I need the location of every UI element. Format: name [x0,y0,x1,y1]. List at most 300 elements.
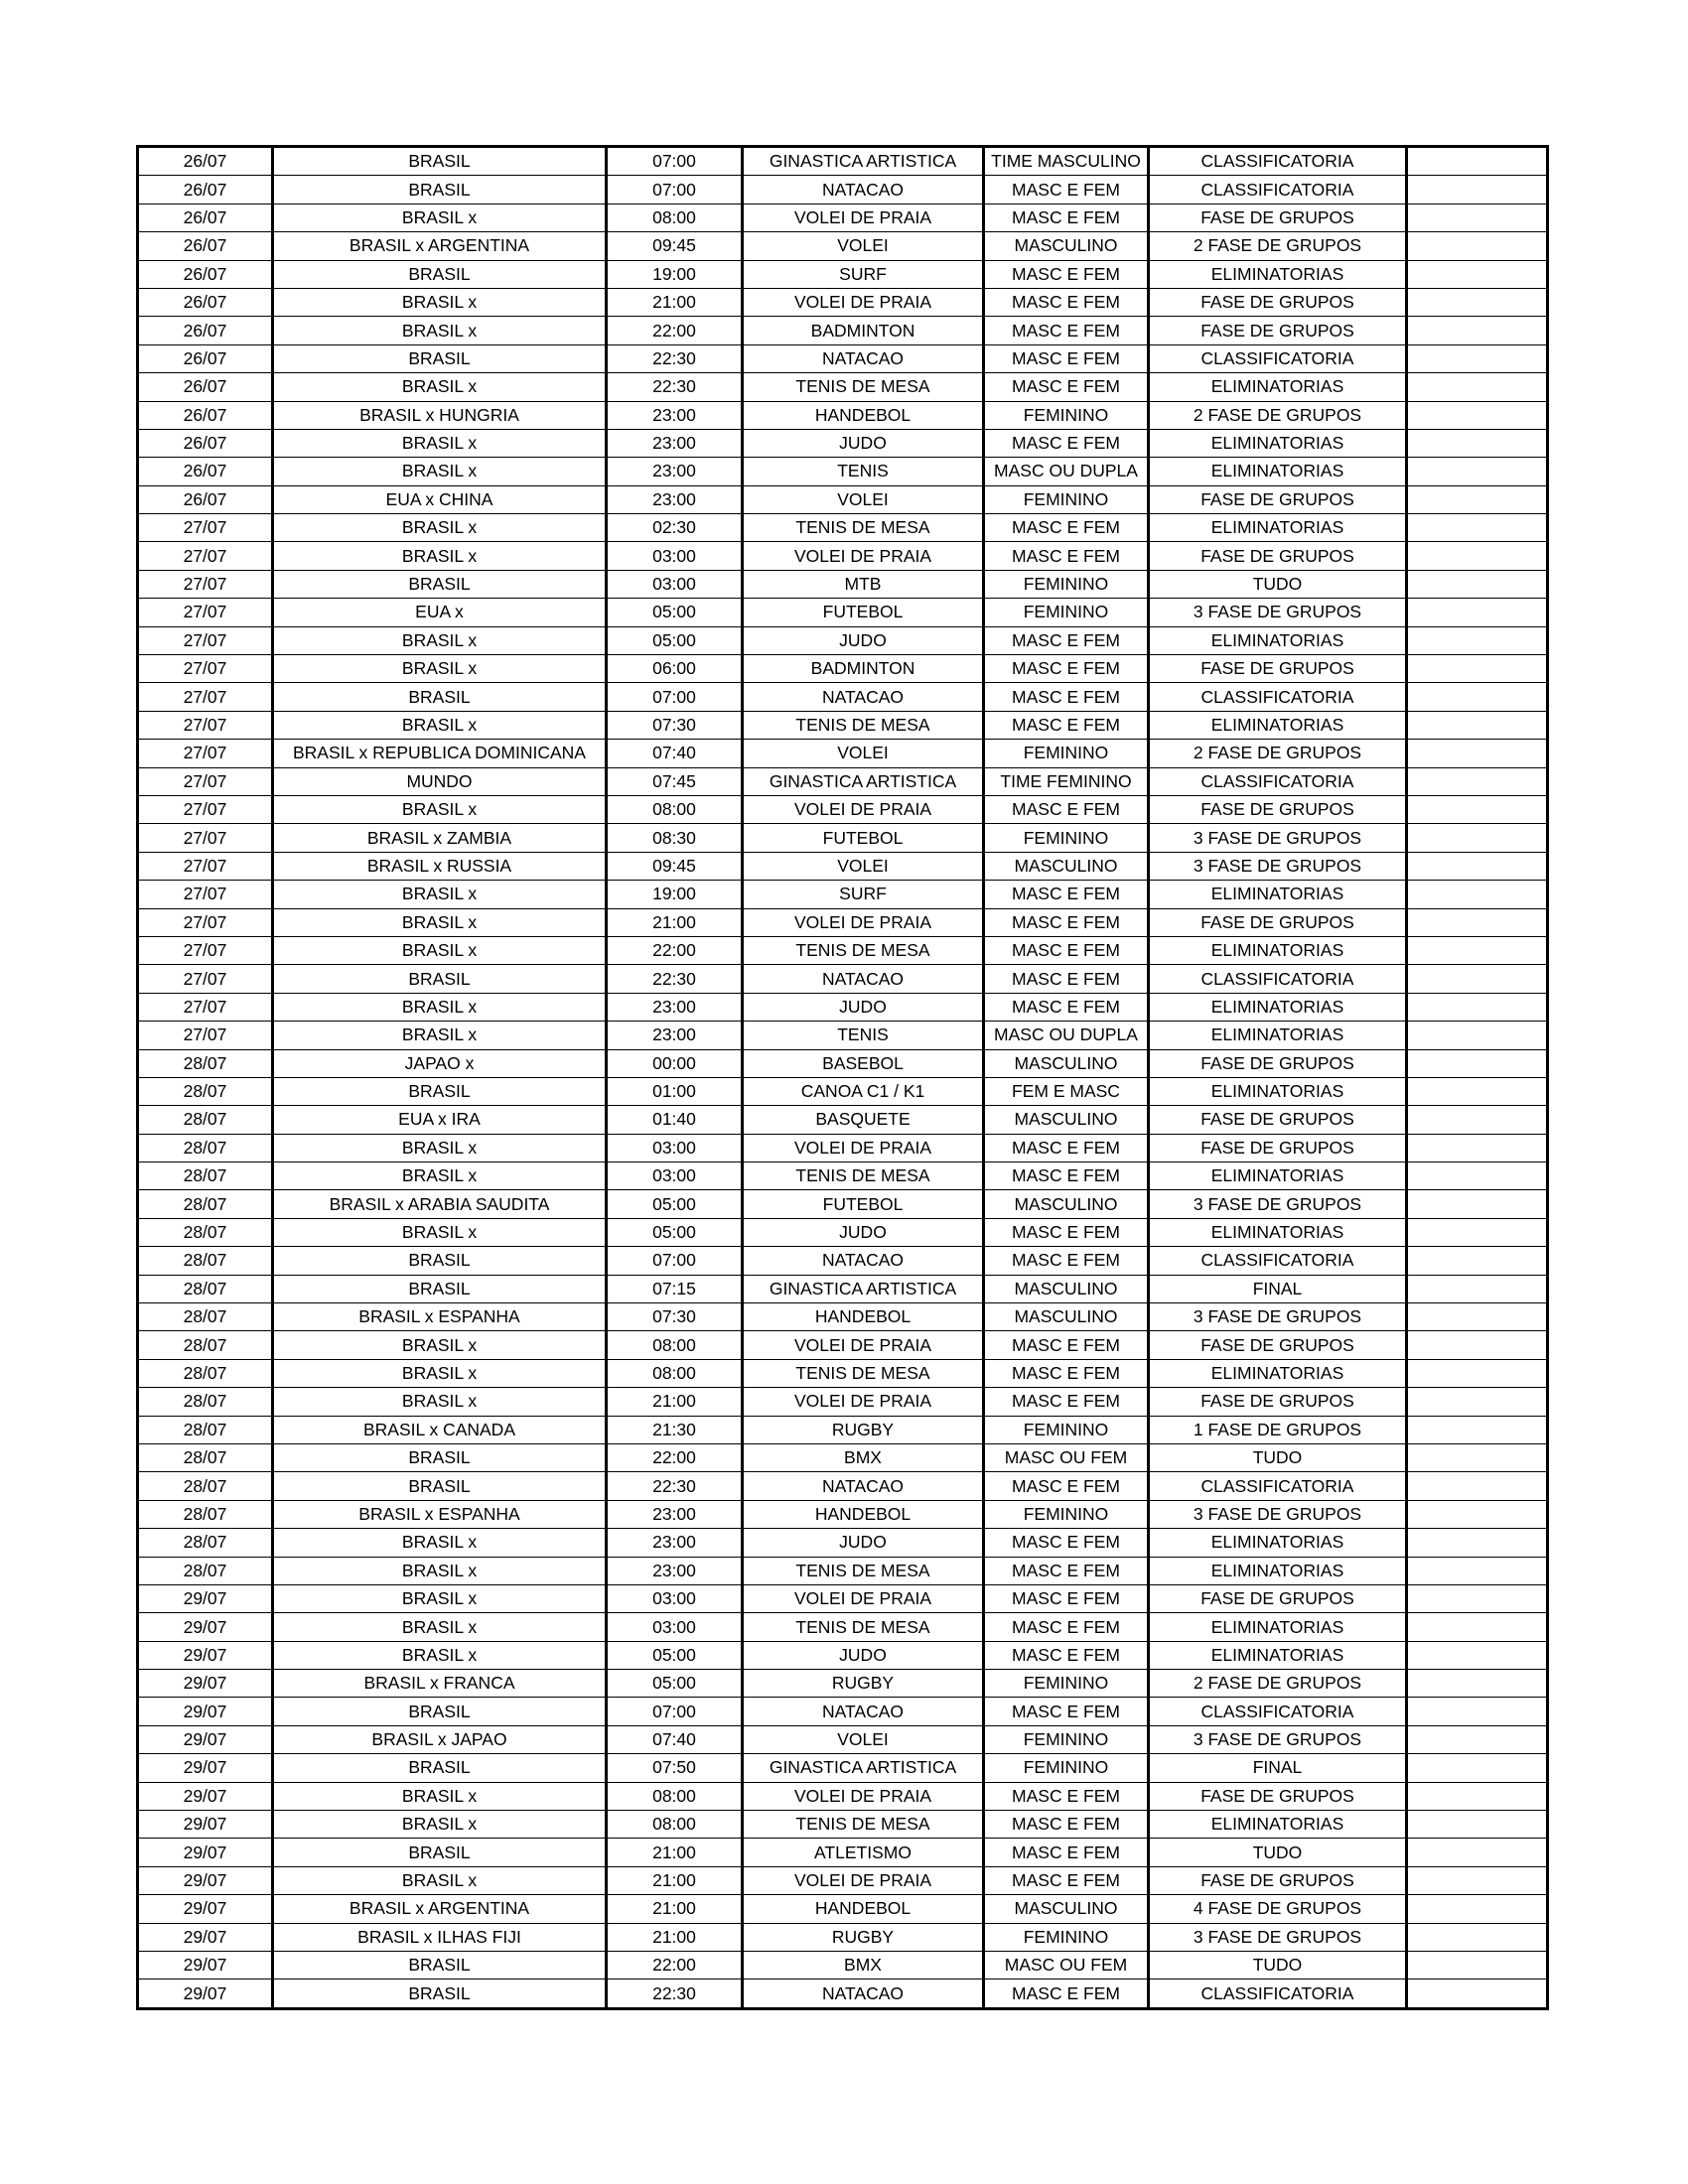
teams-cell: MUNDO [273,767,607,795]
time-cell: 03:00 [607,542,743,570]
category-cell: FEMININO [984,1670,1149,1698]
date-cell: 27/07 [138,599,273,626]
table-row [138,1331,1548,1359]
category-cell: MASC E FEM [984,1134,1149,1161]
date-cell: 27/07 [138,626,273,654]
phase-cell: TUDO [1149,570,1407,598]
teams-cell: BRASIL x ARABIA SAUDITA [273,1190,607,1218]
time-cell: 01:00 [607,1077,743,1105]
category-cell: FEMININO [984,740,1149,767]
notes-cell [1407,373,1548,401]
time-cell: 07:00 [607,1247,743,1275]
notes-cell [1407,1218,1548,1246]
category-cell: MASC E FEM [984,1359,1149,1387]
phase-cell: CLASSIFICATORIA [1149,1698,1407,1725]
phase-cell: 3 FASE DE GRUPOS [1149,824,1407,852]
category-cell: MASCULINO [984,1049,1149,1077]
notes-cell [1407,993,1548,1021]
phase-cell: CLASSIFICATORIA [1149,176,1407,204]
date-cell: 28/07 [138,1190,273,1218]
date-cell: 29/07 [138,1866,273,1894]
teams-cell: BRASIL x [273,1388,607,1416]
teams-cell: JAPAO x [273,1049,607,1077]
table-row [138,1359,1548,1387]
notes-cell [1407,599,1548,626]
teams-cell: BRASIL [273,1275,607,1302]
phase-cell: FASE DE GRUPOS [1149,542,1407,570]
teams-cell: BRASIL x [273,1134,607,1161]
category-cell: MASC E FEM [984,1613,1149,1641]
table-row [138,232,1548,260]
teams-cell: BRASIL [273,1247,607,1275]
phase-cell: TUDO [1149,1839,1407,1866]
teams-cell: BRASIL x ARGENTINA [273,1895,607,1923]
time-cell: 22:30 [607,373,743,401]
date-cell: 29/07 [138,1811,273,1839]
category-cell: MASC E FEM [984,1584,1149,1612]
phase-cell: FASE DE GRUPOS [1149,1331,1407,1359]
teams-cell: BRASIL [273,1979,607,2008]
phase-cell: CLASSIFICATORIA [1149,1979,1407,2008]
sport-cell: VOLEI DE PRAIA [743,1388,984,1416]
table-row [138,1613,1548,1641]
date-cell: 28/07 [138,1388,273,1416]
phase-cell: ELIMINATORIAS [1149,993,1407,1021]
table-row [138,965,1548,993]
notes-cell [1407,514,1548,542]
time-cell: 09:45 [607,852,743,880]
notes-cell [1407,1811,1548,1839]
teams-cell: BRASIL x CANADA [273,1416,607,1443]
sport-cell: JUDO [743,1529,984,1557]
category-cell: MASC E FEM [984,373,1149,401]
time-cell: 23:00 [607,401,743,429]
sport-cell: TENIS [743,458,984,485]
table-row [138,1134,1548,1161]
time-cell: 07:30 [607,711,743,739]
date-cell: 27/07 [138,767,273,795]
category-cell: MASC E FEM [984,626,1149,654]
teams-cell: BRASIL x JAPAO [273,1725,607,1753]
teams-cell: BRASIL x [273,1557,607,1584]
table-row [138,1698,1548,1725]
sport-cell: ATLETISMO [743,1839,984,1866]
table-row [138,908,1548,936]
sport-cell: TENIS DE MESA [743,1162,984,1190]
sport-cell: VOLEI DE PRAIA [743,204,984,231]
table-row [138,401,1548,429]
date-cell: 27/07 [138,881,273,908]
notes-cell [1407,1134,1548,1161]
date-cell: 26/07 [138,176,273,204]
teams-cell: BRASIL x ESPANHA [273,1500,607,1528]
date-cell: 29/07 [138,1895,273,1923]
notes-cell [1407,1557,1548,1584]
date-cell: 29/07 [138,1979,273,2008]
category-cell: MASC E FEM [984,1866,1149,1894]
time-cell: 07:00 [607,147,743,176]
category-cell: MASC E FEM [984,1388,1149,1416]
schedule-table [136,145,1549,2010]
sport-cell: VOLEI DE PRAIA [743,908,984,936]
date-cell: 26/07 [138,204,273,231]
sport-cell: SURF [743,881,984,908]
table-row [138,485,1548,513]
time-cell: 03:00 [607,1613,743,1641]
teams-cell: BRASIL x [273,936,607,964]
notes-cell [1407,1443,1548,1471]
date-cell: 29/07 [138,1725,273,1753]
phase-cell: 3 FASE DE GRUPOS [1149,1725,1407,1753]
sport-cell: BMX [743,1952,984,1979]
time-cell: 03:00 [607,1584,743,1612]
table-row [138,1416,1548,1443]
time-cell: 08:00 [607,204,743,231]
notes-cell [1407,1247,1548,1275]
date-cell: 29/07 [138,1782,273,1810]
date-cell: 29/07 [138,1952,273,1979]
sport-cell: NATACAO [743,1472,984,1500]
phase-cell: FASE DE GRUPOS [1149,795,1407,823]
sport-cell: HANDEBOL [743,1895,984,1923]
time-cell: 22:30 [607,1472,743,1500]
notes-cell [1407,740,1548,767]
notes-cell [1407,1022,1548,1049]
notes-cell [1407,232,1548,260]
time-cell: 08:00 [607,1782,743,1810]
category-cell: MASC E FEM [984,1529,1149,1557]
table-row [138,1923,1548,1951]
category-cell: MASC E FEM [984,993,1149,1021]
table-row [138,176,1548,204]
sport-cell: JUDO [743,993,984,1021]
phase-cell: CLASSIFICATORIA [1149,683,1407,711]
sport-cell: HANDEBOL [743,401,984,429]
time-cell: 23:00 [607,1557,743,1584]
time-cell: 21:00 [607,288,743,316]
table-row [138,1670,1548,1698]
category-cell: FEMININO [984,485,1149,513]
category-cell: MASCULINO [984,232,1149,260]
date-cell: 28/07 [138,1331,273,1359]
notes-cell [1407,683,1548,711]
time-cell: 23:00 [607,485,743,513]
sport-cell: FUTEBOL [743,599,984,626]
category-cell: MASCULINO [984,1190,1149,1218]
phase-cell: CLASSIFICATORIA [1149,965,1407,993]
teams-cell: BRASIL x RUSSIA [273,852,607,880]
sport-cell: VOLEI [743,740,984,767]
teams-cell: BRASIL [273,344,607,372]
category-cell: MASC E FEM [984,881,1149,908]
date-cell: 28/07 [138,1247,273,1275]
time-cell: 07:40 [607,740,743,767]
time-cell: 08:00 [607,795,743,823]
time-cell: 05:00 [607,599,743,626]
phase-cell: ELIMINATORIAS [1149,626,1407,654]
category-cell: MASC E FEM [984,1162,1149,1190]
phase-cell: FINAL [1149,1754,1407,1782]
date-cell: 29/07 [138,1754,273,1782]
teams-cell: BRASIL x ZAMBIA [273,824,607,852]
sport-cell: VOLEI DE PRAIA [743,1331,984,1359]
sport-cell: TENIS [743,1022,984,1049]
phase-cell: FASE DE GRUPOS [1149,1584,1407,1612]
time-cell: 01:40 [607,1106,743,1134]
phase-cell: 4 FASE DE GRUPOS [1149,1895,1407,1923]
sport-cell: RUGBY [743,1670,984,1698]
notes-cell [1407,1388,1548,1416]
notes-cell [1407,176,1548,204]
category-cell: FEMININO [984,1416,1149,1443]
teams-cell: EUA x IRA [273,1106,607,1134]
phase-cell: ELIMINATORIAS [1149,373,1407,401]
notes-cell [1407,1670,1548,1698]
notes-cell [1407,881,1548,908]
category-cell: MASC E FEM [984,1979,1149,2008]
sport-cell: RUGBY [743,1923,984,1951]
teams-cell: BRASIL x [273,458,607,485]
teams-cell: BRASIL x [273,542,607,570]
category-cell: MASCULINO [984,1895,1149,1923]
time-cell: 23:00 [607,458,743,485]
schedule-body [138,147,1548,2009]
teams-cell: BRASIL x [273,626,607,654]
time-cell: 08:00 [607,1811,743,1839]
phase-cell: CLASSIFICATORIA [1149,767,1407,795]
category-cell: MASC E FEM [984,965,1149,993]
teams-cell: BRASIL [273,965,607,993]
notes-cell [1407,965,1548,993]
teams-cell: BRASIL x [273,317,607,344]
time-cell: 22:30 [607,344,743,372]
date-cell: 26/07 [138,458,273,485]
table-row [138,1500,1548,1528]
phase-cell: FASE DE GRUPOS [1149,1049,1407,1077]
table-row [138,1077,1548,1105]
phase-cell: 3 FASE DE GRUPOS [1149,599,1407,626]
teams-cell: BRASIL x REPUBLICA DOMINICANA [273,740,607,767]
sport-cell: TENIS DE MESA [743,1557,984,1584]
sport-cell: BADMINTON [743,317,984,344]
table-row [138,1979,1548,2008]
time-cell: 08:30 [607,824,743,852]
time-cell: 21:00 [607,1388,743,1416]
phase-cell: FASE DE GRUPOS [1149,1134,1407,1161]
teams-cell: BRASIL x [273,908,607,936]
teams-cell: BRASIL [273,683,607,711]
teams-cell: BRASIL x [273,1613,607,1641]
time-cell: 06:00 [607,655,743,683]
table-row [138,542,1548,570]
category-cell: FEMININO [984,1923,1149,1951]
table-row [138,1895,1548,1923]
notes-cell [1407,824,1548,852]
notes-cell [1407,795,1548,823]
category-cell: MASC E FEM [984,288,1149,316]
notes-cell [1407,458,1548,485]
time-cell: 07:50 [607,1754,743,1782]
notes-cell [1407,1500,1548,1528]
time-cell: 21:00 [607,1895,743,1923]
phase-cell: ELIMINATORIAS [1149,936,1407,964]
phase-cell: TUDO [1149,1952,1407,1979]
category-cell: FEM E MASC [984,1077,1149,1105]
time-cell: 03:00 [607,1134,743,1161]
phase-cell: FASE DE GRUPOS [1149,655,1407,683]
time-cell: 05:00 [607,1641,743,1669]
table-row [138,1811,1548,1839]
phase-cell: FASE DE GRUPOS [1149,288,1407,316]
notes-cell [1407,317,1548,344]
teams-cell: EUA x CHINA [273,485,607,513]
phase-cell: 3 FASE DE GRUPOS [1149,1500,1407,1528]
teams-cell: BRASIL x [273,429,607,457]
date-cell: 28/07 [138,1557,273,1584]
phase-cell: FASE DE GRUPOS [1149,1866,1407,1894]
time-cell: 21:30 [607,1416,743,1443]
sport-cell: VOLEI [743,1725,984,1753]
notes-cell [1407,1952,1548,1979]
category-cell: MASC E FEM [984,429,1149,457]
table-row [138,1529,1548,1557]
category-cell: FEMININO [984,824,1149,852]
teams-cell: BRASIL [273,260,607,288]
sport-cell: NATACAO [743,683,984,711]
time-cell: 23:00 [607,1500,743,1528]
teams-cell: BRASIL x [273,1641,607,1669]
category-cell: MASC E FEM [984,1641,1149,1669]
teams-cell: BRASIL [273,1698,607,1725]
sport-cell: BASQUETE [743,1106,984,1134]
table-row [138,852,1548,880]
phase-cell: FASE DE GRUPOS [1149,204,1407,231]
teams-cell: BRASIL [273,1443,607,1471]
category-cell: FEMININO [984,1754,1149,1782]
phase-cell: ELIMINATORIAS [1149,429,1407,457]
table-row [138,824,1548,852]
date-cell: 27/07 [138,655,273,683]
table-row [138,1247,1548,1275]
notes-cell [1407,1698,1548,1725]
notes-cell [1407,1979,1548,2008]
notes-cell [1407,626,1548,654]
category-cell: MASCULINO [984,1303,1149,1331]
table-row [138,373,1548,401]
date-cell: 29/07 [138,1839,273,1866]
sport-cell: VOLEI [743,232,984,260]
teams-cell: BRASIL x ILHAS FIJI [273,1923,607,1951]
category-cell: TIME FEMININO [984,767,1149,795]
date-cell: 29/07 [138,1584,273,1612]
time-cell: 08:00 [607,1359,743,1387]
teams-cell: BRASIL x [273,1584,607,1612]
notes-cell [1407,204,1548,231]
teams-cell: BRASIL x [273,881,607,908]
time-cell: 21:00 [607,908,743,936]
table-row [138,711,1548,739]
notes-cell [1407,1613,1548,1641]
table-row [138,1557,1548,1584]
time-cell: 22:00 [607,936,743,964]
date-cell: 27/07 [138,795,273,823]
phase-cell: 2 FASE DE GRUPOS [1149,401,1407,429]
teams-cell: BRASIL [273,1077,607,1105]
teams-cell: BRASIL x [273,1782,607,1810]
table-row [138,936,1548,964]
teams-cell: BRASIL x [273,1866,607,1894]
date-cell: 28/07 [138,1134,273,1161]
category-cell: MASC E FEM [984,1698,1149,1725]
phase-cell: ELIMINATORIAS [1149,514,1407,542]
sport-cell: FUTEBOL [743,1190,984,1218]
table-row [138,740,1548,767]
teams-cell: BRASIL x [273,1529,607,1557]
sport-cell: JUDO [743,1641,984,1669]
time-cell: 22:30 [607,965,743,993]
phase-cell: ELIMINATORIAS [1149,1641,1407,1669]
phase-cell: FASE DE GRUPOS [1149,908,1407,936]
category-cell: MASC E FEM [984,260,1149,288]
time-cell: 19:00 [607,881,743,908]
teams-cell: BRASIL x [273,1811,607,1839]
phase-cell: 3 FASE DE GRUPOS [1149,1923,1407,1951]
date-cell: 26/07 [138,147,273,176]
category-cell: MASC E FEM [984,1782,1149,1810]
phase-cell: ELIMINATORIAS [1149,260,1407,288]
phase-cell: ELIMINATORIAS [1149,1077,1407,1105]
notes-cell [1407,1077,1548,1105]
table-row [138,626,1548,654]
time-cell: 03:00 [607,570,743,598]
time-cell: 23:00 [607,993,743,1021]
date-cell: 28/07 [138,1359,273,1387]
teams-cell: BRASIL [273,1952,607,1979]
sport-cell: VOLEI DE PRAIA [743,1782,984,1810]
notes-cell [1407,655,1548,683]
table-row [138,993,1548,1021]
phase-cell: FASE DE GRUPOS [1149,1782,1407,1810]
date-cell: 29/07 [138,1641,273,1669]
notes-cell [1407,711,1548,739]
time-cell: 21:00 [607,1923,743,1951]
category-cell: MASC E FEM [984,514,1149,542]
table-row [138,683,1548,711]
phase-cell: ELIMINATORIAS [1149,458,1407,485]
category-cell: MASC E FEM [984,317,1149,344]
date-cell: 28/07 [138,1275,273,1302]
sport-cell: GINASTICA ARTISTICA [743,1275,984,1302]
table-row [138,204,1548,231]
sport-cell: TENIS DE MESA [743,936,984,964]
sport-cell: TENIS DE MESA [743,1613,984,1641]
sport-cell: HANDEBOL [743,1303,984,1331]
date-cell: 27/07 [138,908,273,936]
date-cell: 27/07 [138,711,273,739]
sport-cell: JUDO [743,1218,984,1246]
date-cell: 27/07 [138,993,273,1021]
date-cell: 29/07 [138,1613,273,1641]
time-cell: 22:00 [607,1952,743,1979]
category-cell: MASC OU FEM [984,1952,1149,1979]
notes-cell [1407,344,1548,372]
time-cell: 03:00 [607,1162,743,1190]
date-cell: 28/07 [138,1077,273,1105]
phase-cell: FASE DE GRUPOS [1149,485,1407,513]
teams-cell: BRASIL x [273,1331,607,1359]
phase-cell: 2 FASE DE GRUPOS [1149,232,1407,260]
phase-cell: FASE DE GRUPOS [1149,317,1407,344]
